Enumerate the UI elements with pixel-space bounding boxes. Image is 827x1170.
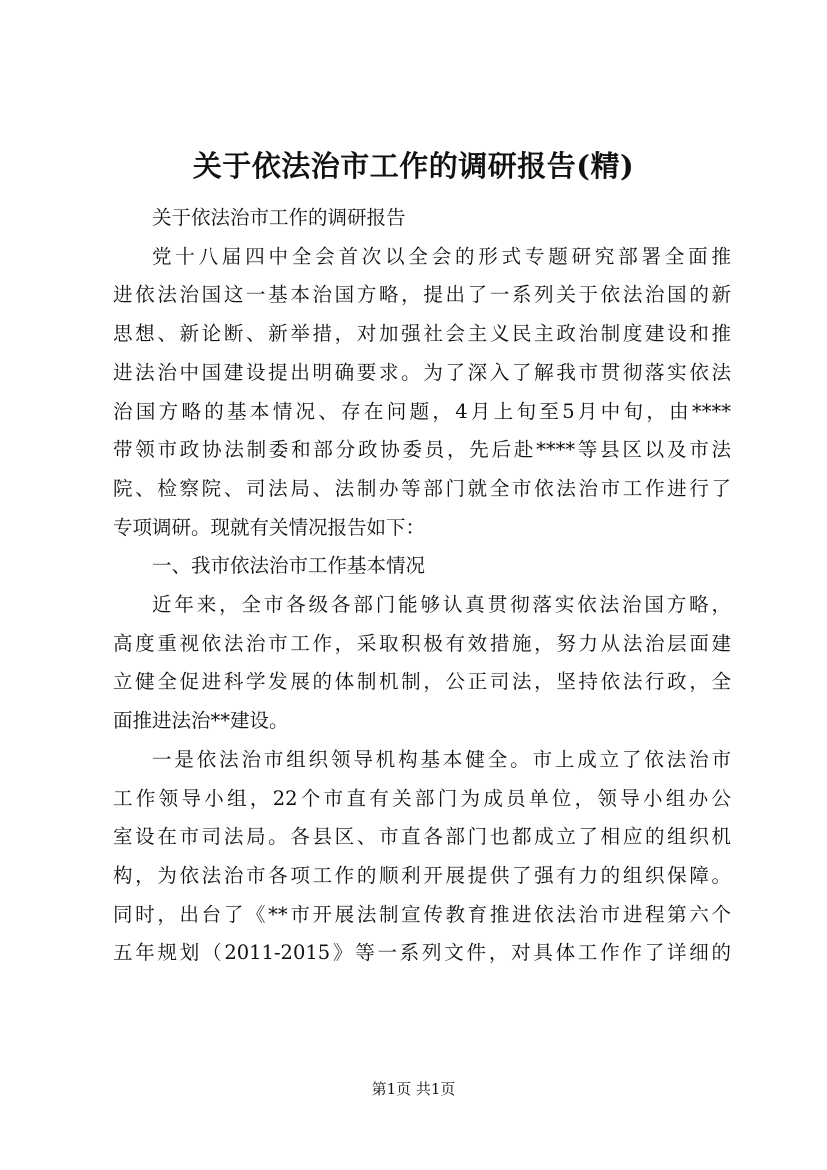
text-line: 近年来，全市各级各部门能够认真贯彻落实依法治国方略， — [152, 593, 731, 617]
text-line: 一是依法治市组织领导机构基本健全。市上成立了依法治市 — [152, 747, 731, 771]
text-line: 党十八届四中全会首次以全会的形式专题研究部署全面推 — [152, 244, 731, 268]
text-line: 高度重视依法治市工作，采取积极有效措施，努力从法治层面建 — [113, 631, 731, 655]
paragraph-continuation — [113, 625, 731, 741]
page-footer: 第1页 共1页 — [371, 1080, 456, 1098]
paragraph — [113, 586, 731, 625]
document-body — [113, 199, 731, 973]
text-line: 面推进法治**建设。 — [113, 709, 289, 733]
section-heading — [113, 547, 731, 586]
paragraph-continuation — [113, 276, 731, 547]
paragraph — [113, 741, 731, 780]
text-line: 思想、新论断、新举措，对加强社会主义民主政治制度建设和推 — [113, 322, 731, 346]
text-line: 关于依法治市工作的调研报告 — [152, 206, 406, 229]
text-line: 带领市政协法制委和部分政协委员，先后赴****等县区以及市法 — [113, 438, 731, 462]
text-line: 进依法治国这一基本治国方略，提出了一系列关于依法治国的新 — [113, 283, 731, 307]
text-line: 立健全促进科学发展的体制机制，公正司法，坚持依法行政，全 — [113, 670, 731, 694]
text-line: 进法治中国建设提出明确要求。为了深入了解我市贯彻落实依法 — [113, 360, 731, 384]
paragraph — [113, 238, 731, 277]
text-line: 五年规划（2011-2015》等一系列文件，对具体工作作了详细的 — [113, 941, 731, 965]
text-line: 室设在市司法局。各县区、市直各部门也都成立了相应的组织机 — [113, 825, 731, 849]
text-line: 院、检察院、司法局、法制办等部门就全市依法治市工作进行了 — [113, 476, 731, 500]
document-title: 关于依法治市工作的调研报告(精) — [192, 149, 635, 183]
text-line: 构，为依法治市各项工作的顺利开展提供了强有力的组织保障。 — [113, 863, 731, 887]
paragraph-continuation — [113, 780, 731, 974]
text-line: 专项调研。现就有关情况报告如下： — [113, 515, 426, 539]
text-line: 工作领导小组，22个市直有关部门为成员单位，领导小组办公 — [113, 786, 731, 810]
text-line: 一、我市依法治市工作基本情况 — [152, 554, 426, 578]
text-line: 同时，出台了《**市开展法制宣传教育推进依法治市进程第六个 — [113, 902, 731, 926]
text-line: 治国方略的基本情况、存在问题，4月上旬至5月中旬，由**** — [113, 399, 731, 423]
paragraph — [113, 199, 731, 238]
